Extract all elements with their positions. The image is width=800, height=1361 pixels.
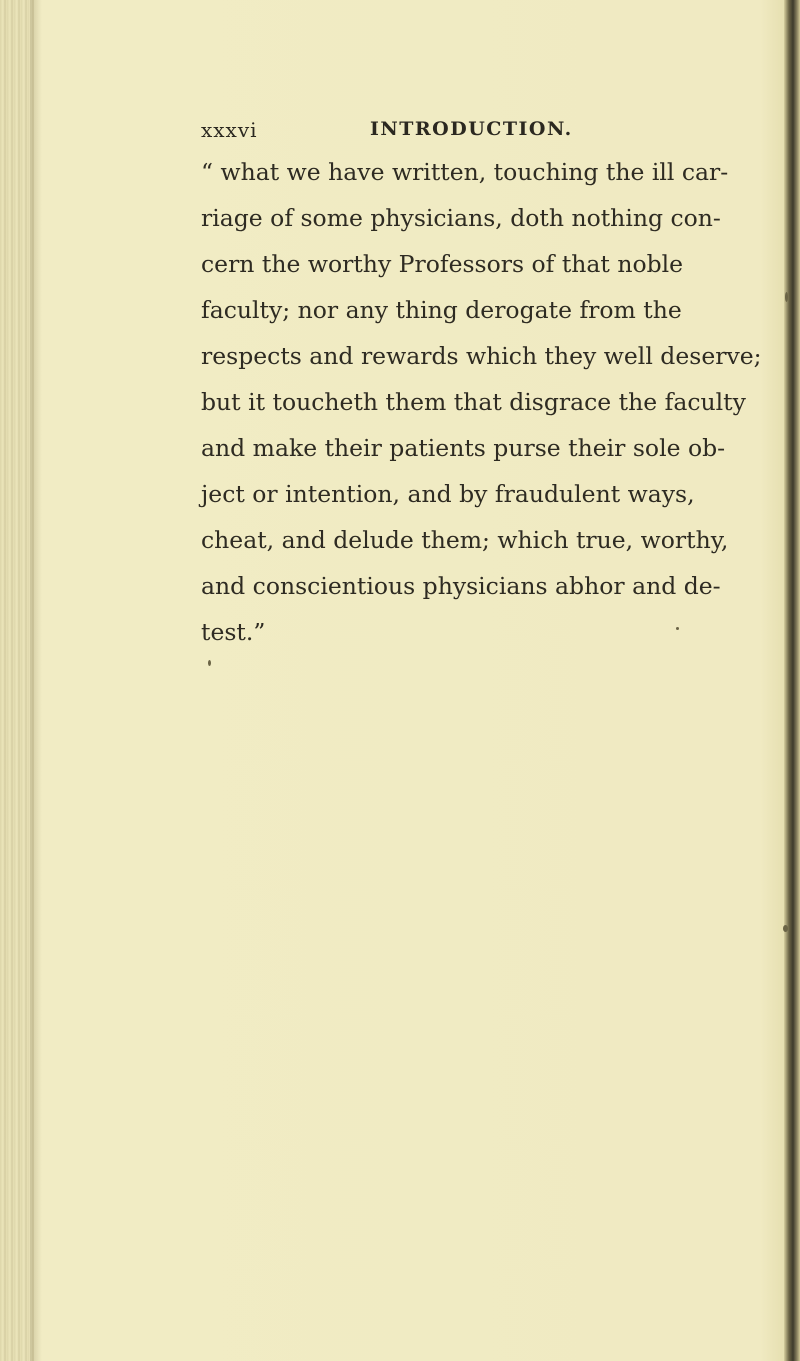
paper-speck xyxy=(676,627,679,630)
text-line: “ what we have written, touching the ill car- xyxy=(201,158,729,186)
paper-speck xyxy=(785,292,788,302)
text-line: and make their patients purse their sole ob- xyxy=(201,434,726,462)
text-line: cheat, and delude them; which true, worthy, xyxy=(201,526,729,554)
paper-speck xyxy=(208,660,211,666)
text-line: faculty; nor any thing derogate from the xyxy=(201,296,682,324)
text-line: respects and rewards which they well deserve; xyxy=(201,342,762,370)
running-head xyxy=(201,118,721,148)
page-number: xxxvi xyxy=(201,118,258,142)
gutter-shadow xyxy=(30,0,42,1361)
page-edge xyxy=(784,0,800,1361)
running-title: INTRODUCTION. xyxy=(370,118,573,140)
text-line: but it toucheth them that disgrace the faculty xyxy=(201,388,746,416)
text-line: and conscientious physicians abhor and de- xyxy=(201,572,721,600)
text-line: cern the worthy Professors of that noble xyxy=(201,250,684,278)
text-line: riage of some physicians, doth nothing con- xyxy=(201,204,721,232)
text-line: test.” xyxy=(201,618,266,646)
paper-speck xyxy=(783,925,788,932)
text-line: ject or intention, and by fraudulent ways, xyxy=(201,480,695,508)
page-gutter xyxy=(0,0,34,1361)
